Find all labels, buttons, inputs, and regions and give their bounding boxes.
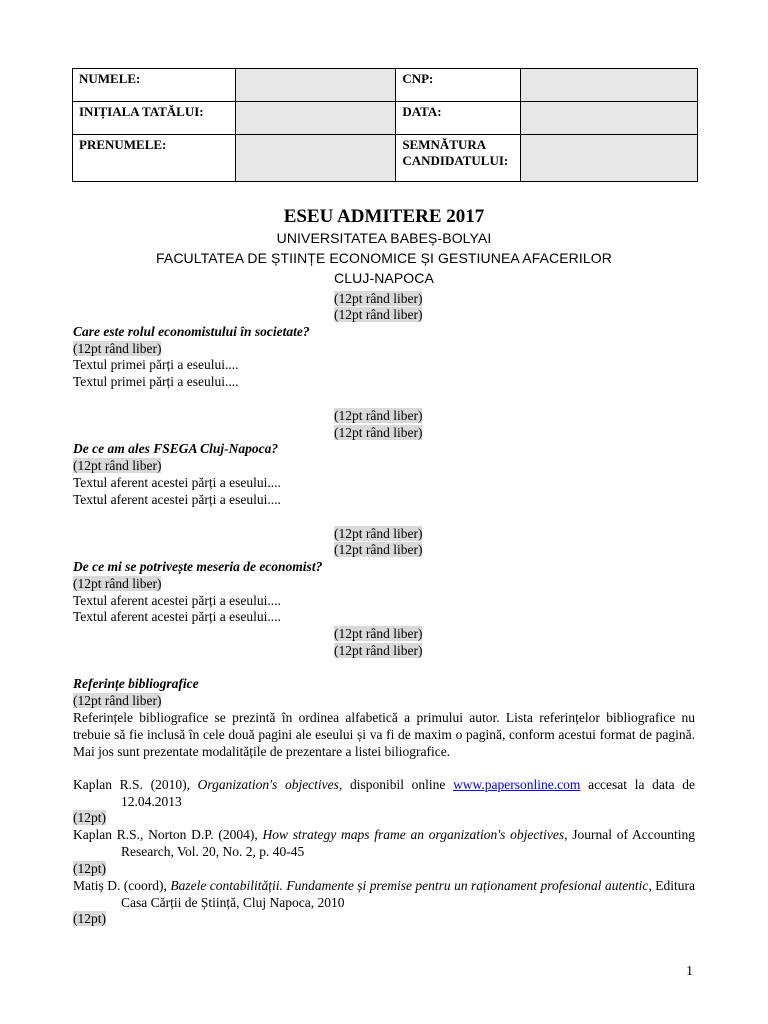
blank-line-marker: (12pt rând liber) — [334, 408, 423, 423]
candidate-info-table — [72, 68, 698, 182]
reference-item — [73, 877, 695, 911]
first-name-field[interactable] — [235, 135, 396, 182]
blank-line-marker: (12pt rând liber) — [73, 576, 162, 591]
city-name: CLUJ-NAPOCA — [334, 270, 434, 286]
signature-label: SEMNĂTURA CANDIDATULUI: — [396, 135, 521, 182]
father-initial-label: INIȚIALA TATĂLUI: — [73, 102, 236, 135]
section-text: Textul aferent acestei părți a eseului.... — [73, 492, 281, 507]
father-initial-field[interactable] — [235, 102, 396, 135]
faculty-name: FACULTATEA DE ȘTIINȚE ECONOMICE ȘI GESTIUNEA AFACERILOR — [156, 250, 612, 266]
blank-line-marker: (12pt rând liber) — [334, 643, 423, 658]
name-label: NUMELE: — [73, 69, 236, 102]
date-field[interactable] — [521, 102, 698, 135]
blank-line-marker: (12pt rând liber) — [334, 425, 423, 440]
blank-line-marker: (12pt rând liber) — [334, 626, 423, 641]
reference-title: How strategy maps frame an organization's objectives — [262, 827, 565, 842]
section-question: De ce am ales FSEGA Cluj-Napoca? — [73, 441, 279, 456]
reference-text: , Editura Casa Cărții de Știință, Cluj Napoca, 2010 — [121, 878, 695, 910]
cnp-field[interactable] — [521, 69, 698, 102]
blank-line-marker: (12pt rând liber) — [334, 542, 423, 557]
blank-line-marker: (12pt rând liber) — [73, 693, 162, 708]
section-text: Textul aferent acestei părți a eseului.... — [73, 609, 281, 624]
spacer-marker: (12pt) — [73, 861, 106, 876]
page-number: 1 — [686, 964, 693, 979]
name-field[interactable] — [235, 69, 396, 102]
reference-authors: Matiș D. (coord), — [73, 878, 171, 893]
reference-text: accesat la data de 12.04.2013 — [121, 777, 696, 809]
first-name-label: PRENUMELE: — [73, 135, 236, 182]
references-intro: Referințele bibliografice se prezintă în ordinea alfabetică a primului autor. Lista referințelor bibliografice nu trebuie să fie inclusă în cele două pagini ale eseului și va fi de maxim o pagină, conform acestui format de pagină. Mai jos sunt prezentate modalitățile de prezentare a listei biliografice. — [73, 710, 695, 759]
reference-item — [73, 826, 695, 860]
spacer-marker: (12pt) — [73, 911, 106, 926]
section-question: De ce mi se potrivește meseria de economist? — [73, 559, 323, 574]
table-row — [73, 135, 698, 182]
reference-authors: Kaplan R.S., Norton D.P. (2004), — [73, 827, 263, 842]
table-row — [73, 69, 698, 102]
section-question: Care este rolul economistului în societate? — [73, 324, 310, 339]
reference-item — [73, 776, 695, 810]
spacer-marker: (12pt) — [73, 810, 106, 825]
reference-text: , Journal of Accounting Research, Vol. 20, No. 2, p. 40-45 — [121, 827, 695, 859]
date-label: DATA: — [396, 102, 521, 135]
university-name: UNIVERSITATEA BABEȘ-BOLYAI — [276, 230, 492, 246]
blank-line-marker: (12pt rând liber) — [73, 458, 162, 473]
cnp-label: CNP: — [396, 69, 521, 102]
signature-field[interactable] — [521, 135, 698, 182]
document-title: ESEU ADMITERE 2017 — [283, 206, 485, 227]
section-text: Textul primei părți a eseului.... — [73, 374, 239, 389]
section-text: Textul aferent acestei părți a eseului.... — [73, 475, 281, 490]
blank-line-marker: (12pt rând liber) — [73, 341, 162, 356]
reference-authors: Kaplan R.S. (2010), — [73, 777, 198, 792]
reference-title: Bazele contabilității. Fundamente și premise pentru un raționament profesional autentic — [170, 878, 649, 893]
reference-title: Organization's objectives — [197, 777, 339, 792]
section-text: Textul primei părți a eseului.... — [73, 357, 239, 372]
table-row — [73, 102, 698, 135]
section-text: Textul aferent acestei părți a eseului.... — [73, 593, 281, 608]
blank-line-marker: (12pt rând liber) — [334, 307, 423, 322]
blank-line-marker: (12pt rând liber) — [334, 291, 423, 306]
reference-link[interactable]: www.papersonline.com — [453, 777, 581, 792]
references-heading: Referințe bibliografice — [73, 676, 199, 691]
reference-text: , disponibil online — [338, 777, 454, 792]
blank-line-marker: (12pt rând liber) — [334, 526, 423, 541]
